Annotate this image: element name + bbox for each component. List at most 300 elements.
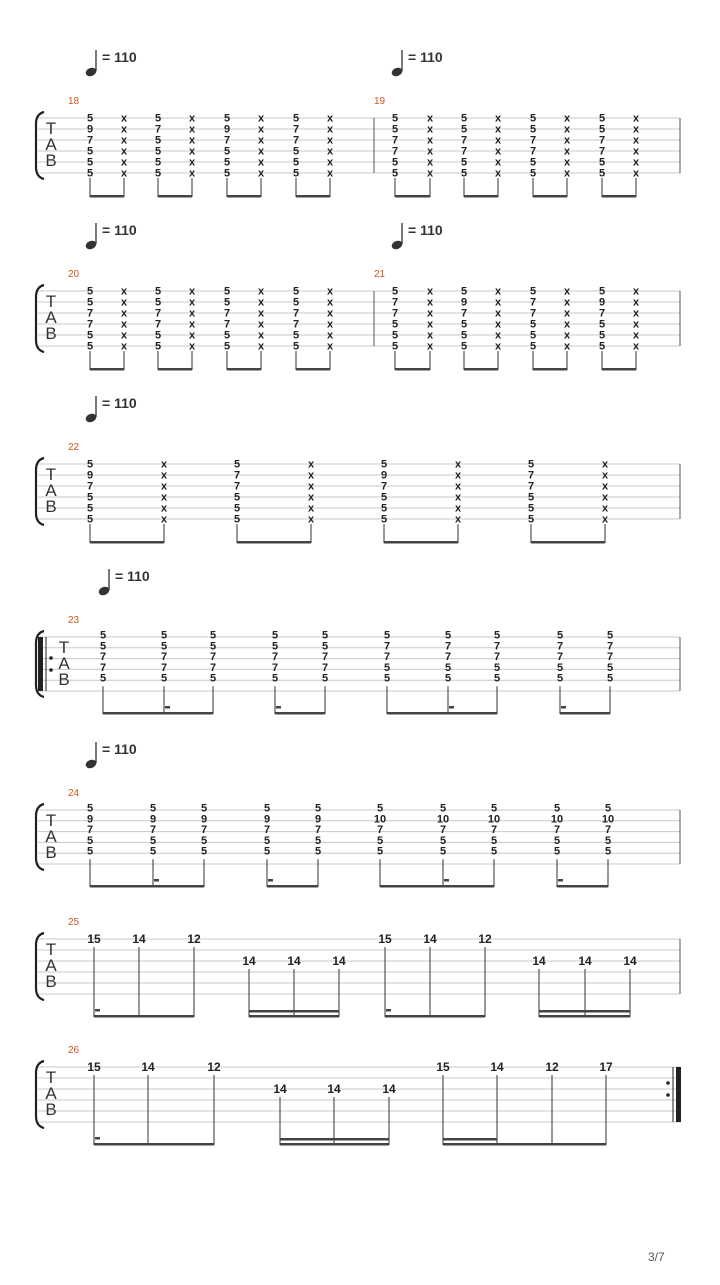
fret-number: 7: [292, 307, 300, 320]
tempo-marking: [97, 568, 149, 597]
fret-number: 5: [439, 845, 447, 858]
fret-number: 5: [556, 629, 564, 642]
dead-note: x: [188, 145, 196, 158]
fret-number: 5: [233, 513, 241, 526]
tab-clef-letter: T: [45, 1068, 57, 1087]
dead-note: x: [307, 502, 315, 515]
fret-number: 5: [263, 845, 271, 858]
fret-number: 5: [99, 640, 107, 653]
beam: [602, 368, 636, 371]
beam: [158, 195, 192, 198]
repeat-dot: [666, 1093, 670, 1097]
beam: [158, 368, 192, 371]
dead-note: x: [160, 480, 168, 493]
fret-number: 5: [380, 502, 388, 515]
dead-note: x: [120, 123, 128, 136]
tempo-marking: [84, 741, 136, 770]
fret-number: 5: [527, 458, 535, 471]
tab-clef-letter: A: [45, 956, 57, 975]
beam: [539, 1015, 630, 1018]
fret-number: 9: [460, 296, 468, 309]
fret-number: 5: [99, 629, 107, 642]
fret-number: 5: [529, 340, 537, 353]
dead-note: x: [494, 167, 502, 180]
dead-note: x: [426, 145, 434, 158]
fret-number: 9: [86, 813, 94, 826]
fret-number: 7: [460, 145, 468, 158]
dead-note: x: [632, 145, 640, 158]
system-bracket: [36, 933, 44, 1000]
beam: [464, 195, 498, 198]
fret-number: 5: [154, 296, 162, 309]
dead-note: x: [426, 285, 434, 298]
dead-note: x: [494, 134, 502, 147]
fret-number: 5: [604, 802, 612, 815]
beam: [443, 1143, 497, 1146]
fret-number: 5: [223, 296, 231, 309]
fret-number: 5: [527, 502, 535, 515]
fret-number: 7: [292, 123, 300, 136]
dot: [95, 1009, 100, 1012]
tempo-marking: [84, 395, 136, 424]
fret-number: 5: [556, 672, 564, 685]
fret-number: 7: [233, 469, 241, 482]
dead-note: x: [120, 296, 128, 309]
fret-number: 7: [383, 640, 391, 653]
fret-number: 5: [529, 285, 537, 298]
dead-note: x: [563, 112, 571, 125]
measure-number: 21: [374, 269, 386, 280]
beam: [94, 1015, 194, 1018]
dead-note: x: [160, 502, 168, 515]
repeat-dot: [666, 1081, 670, 1085]
fret-number: 5: [154, 112, 162, 125]
beam: [557, 885, 608, 888]
dead-note: x: [426, 340, 434, 353]
dead-note: x: [454, 502, 462, 515]
tab-clef-letter: T: [45, 811, 57, 830]
tab-clef-letter: A: [45, 481, 57, 500]
fret-number: 5: [383, 661, 391, 674]
tempo-value: = 110: [102, 49, 137, 65]
fret-number: 5: [86, 458, 94, 471]
tab-clef-letter: T: [45, 292, 57, 311]
dead-note: x: [188, 112, 196, 125]
fret-number: 14: [273, 1082, 287, 1096]
fret-number: 5: [529, 156, 537, 169]
dead-note: x: [426, 329, 434, 342]
dead-note: x: [632, 318, 640, 331]
fret-number: 5: [86, 329, 94, 342]
measure-number: 22: [68, 442, 80, 453]
dead-note: x: [494, 318, 502, 331]
dot: [268, 879, 273, 882]
measure-number: 24: [68, 788, 80, 799]
dead-note: x: [188, 340, 196, 353]
fret-number: 5: [391, 156, 399, 169]
fret-number: 7: [529, 145, 537, 158]
dead-note: x: [160, 491, 168, 504]
dead-note: x: [563, 307, 571, 320]
measure-number: 23: [68, 615, 80, 626]
fret-number: 5: [149, 834, 157, 847]
dead-note: x: [601, 458, 609, 471]
fret-number: 15: [378, 932, 392, 946]
fret-number: 5: [154, 156, 162, 169]
fret-number: 7: [598, 145, 606, 158]
dead-note: x: [257, 112, 265, 125]
dead-note: x: [563, 340, 571, 353]
fret-number: 5: [598, 285, 606, 298]
fret-number: 14: [287, 954, 301, 968]
dead-note: x: [426, 156, 434, 169]
fret-number: 5: [606, 672, 614, 685]
beam: [380, 885, 494, 888]
dead-note: x: [426, 318, 434, 331]
dead-note: x: [426, 307, 434, 320]
fret-number: 5: [444, 629, 452, 642]
fret-number: 7: [598, 134, 606, 147]
dead-note: x: [601, 480, 609, 493]
fret-number: 5: [553, 802, 561, 815]
fret-number: 5: [391, 112, 399, 125]
fret-number: 9: [86, 469, 94, 482]
fret-number: 5: [292, 145, 300, 158]
fret-number: 5: [460, 318, 468, 331]
fret-number: 14: [578, 954, 592, 968]
fret-number: 14: [490, 1060, 504, 1074]
tempo-value: = 110: [408, 222, 443, 238]
fret-number: 7: [86, 134, 94, 147]
repeat-dot: [49, 656, 53, 660]
fret-number: 5: [154, 285, 162, 298]
fret-number: 5: [529, 112, 537, 125]
fret-number: 7: [314, 824, 322, 837]
fret-number: 7: [493, 640, 501, 653]
fret-number: 7: [529, 307, 537, 320]
fret-number: 12: [187, 932, 201, 946]
fret-number: 5: [271, 640, 279, 653]
beam: [90, 885, 204, 888]
dead-note: x: [563, 123, 571, 136]
fret-number: 5: [292, 112, 300, 125]
dead-note: x: [326, 167, 334, 180]
fret-number: 14: [332, 954, 346, 968]
fret-number: 7: [556, 640, 564, 653]
fret-number: 7: [490, 824, 498, 837]
fret-number: 9: [149, 813, 157, 826]
fret-number: 5: [209, 629, 217, 642]
fret-number: 7: [553, 824, 561, 837]
fret-number: 10: [487, 813, 501, 826]
fret-number: 5: [391, 318, 399, 331]
fret-number: 5: [223, 329, 231, 342]
dot: [449, 706, 454, 709]
dead-note: x: [257, 156, 265, 169]
dead-note: x: [326, 156, 334, 169]
dead-note: x: [632, 156, 640, 169]
fret-number: 7: [154, 318, 162, 331]
fret-number: 5: [556, 661, 564, 674]
dead-note: x: [307, 458, 315, 471]
beam: [275, 712, 325, 715]
dead-note: x: [632, 134, 640, 147]
fret-number: 5: [223, 145, 231, 158]
fret-number: 7: [606, 640, 614, 653]
fret-number: 5: [160, 640, 168, 653]
dead-note: x: [426, 296, 434, 309]
fret-number: 7: [376, 824, 384, 837]
beam: [227, 368, 261, 371]
fret-number: 7: [149, 824, 157, 837]
beam: [237, 541, 311, 544]
tempo-marking: [84, 222, 136, 251]
dead-note: x: [326, 307, 334, 320]
fret-number: 7: [460, 307, 468, 320]
tab-clef-letter: T: [45, 119, 57, 138]
fret-number: 7: [154, 123, 162, 136]
beam: [90, 541, 164, 544]
tab-clef-letter: A: [45, 308, 57, 327]
beam: [90, 195, 124, 198]
fret-number: 7: [160, 651, 168, 664]
fret-number: 10: [601, 813, 615, 826]
fret-number: 14: [132, 932, 146, 946]
dead-note: x: [494, 123, 502, 136]
fret-number: 7: [86, 480, 94, 493]
dead-note: x: [632, 123, 640, 136]
dead-note: x: [494, 156, 502, 169]
fret-number: 9: [200, 813, 208, 826]
dead-note: x: [632, 340, 640, 353]
tempo-marking: [390, 49, 442, 78]
dot: [154, 879, 159, 882]
fret-number: 5: [527, 491, 535, 504]
fret-number: 7: [86, 824, 94, 837]
fret-number: 5: [553, 834, 561, 847]
dead-note: x: [188, 296, 196, 309]
fret-number: 5: [493, 629, 501, 642]
tab-clef-letter: T: [45, 940, 57, 959]
fret-number: 5: [598, 123, 606, 136]
fret-number: 7: [209, 661, 217, 674]
fret-number: 9: [86, 123, 94, 136]
tab-clef-letter: A: [58, 654, 70, 673]
fret-number: 5: [606, 661, 614, 674]
tab-clef-letter: B: [58, 670, 70, 689]
beam: [497, 1143, 606, 1146]
beam: [280, 1138, 389, 1141]
beam: [227, 195, 261, 198]
tab-clef-letter: B: [45, 324, 57, 343]
fret-number: 7: [606, 651, 614, 664]
measure-number: 19: [374, 96, 386, 107]
dead-note: x: [120, 285, 128, 298]
tab-clef-letter: B: [45, 151, 57, 170]
dead-note: x: [563, 156, 571, 169]
fret-number: 5: [527, 513, 535, 526]
fret-number: 5: [154, 134, 162, 147]
fret-number: 7: [263, 824, 271, 837]
fret-number: 5: [444, 672, 452, 685]
tempo-marking: [390, 222, 442, 251]
fret-number: 7: [380, 480, 388, 493]
dead-note: x: [307, 480, 315, 493]
fret-number: 5: [460, 123, 468, 136]
dead-note: x: [257, 307, 265, 320]
dead-note: x: [426, 167, 434, 180]
beam: [280, 1143, 389, 1146]
fret-number: 14: [623, 954, 637, 968]
fret-number: 5: [439, 802, 447, 815]
fret-number: 9: [380, 469, 388, 482]
fret-number: 5: [200, 802, 208, 815]
fret-number: 7: [86, 318, 94, 331]
fret-number: 15: [87, 932, 101, 946]
fret-number: 7: [154, 307, 162, 320]
fret-number: 5: [263, 834, 271, 847]
fret-number: 10: [550, 813, 564, 826]
fret-number: 7: [527, 480, 535, 493]
dead-note: x: [601, 491, 609, 504]
fret-number: 7: [271, 661, 279, 674]
dead-note: x: [120, 307, 128, 320]
dead-note: x: [494, 307, 502, 320]
fret-number: 7: [200, 824, 208, 837]
beam: [533, 195, 567, 198]
fret-number: 5: [86, 112, 94, 125]
dead-note: x: [120, 318, 128, 331]
dead-note: x: [632, 296, 640, 309]
dead-note: x: [160, 469, 168, 482]
dead-note: x: [454, 513, 462, 526]
fret-number: 5: [292, 167, 300, 180]
fret-number: 5: [391, 285, 399, 298]
fret-number: 7: [321, 661, 329, 674]
fret-number: 5: [154, 145, 162, 158]
fret-number: 7: [271, 651, 279, 664]
dead-note: x: [326, 285, 334, 298]
dead-note: x: [120, 134, 128, 147]
fret-number: 5: [376, 834, 384, 847]
dead-note: x: [188, 329, 196, 342]
dead-note: x: [426, 123, 434, 136]
fret-number: 5: [292, 156, 300, 169]
fret-number: 7: [527, 469, 535, 482]
fret-number: 12: [545, 1060, 559, 1074]
dead-note: x: [426, 134, 434, 147]
dead-note: x: [188, 307, 196, 320]
dot: [561, 706, 566, 709]
beam: [296, 195, 330, 198]
dead-note: x: [494, 329, 502, 342]
fret-number: 17: [599, 1060, 613, 1074]
fret-number: 7: [223, 307, 231, 320]
fret-number: 12: [478, 932, 492, 946]
fret-number: 5: [86, 340, 94, 353]
fret-number: 5: [391, 123, 399, 136]
fret-number: 7: [444, 640, 452, 653]
fret-number: 5: [493, 672, 501, 685]
fret-number: 5: [223, 167, 231, 180]
dead-note: x: [188, 318, 196, 331]
dead-note: x: [601, 513, 609, 526]
repeat-dot: [49, 668, 53, 672]
dead-note: x: [632, 112, 640, 125]
fret-number: 5: [604, 845, 612, 858]
fret-number: 5: [460, 112, 468, 125]
dot: [444, 879, 449, 882]
fret-number: 5: [86, 296, 94, 309]
dead-note: x: [563, 285, 571, 298]
dead-note: x: [326, 329, 334, 342]
dead-note: x: [563, 329, 571, 342]
tab-clef-letter: B: [45, 843, 57, 862]
fret-number: 7: [493, 651, 501, 664]
dead-note: x: [120, 112, 128, 125]
dead-note: x: [326, 112, 334, 125]
fret-number: 5: [86, 491, 94, 504]
dead-note: x: [257, 145, 265, 158]
fret-number: 5: [233, 458, 241, 471]
fret-number: 5: [86, 834, 94, 847]
fret-number: 5: [460, 329, 468, 342]
dead-note: x: [257, 134, 265, 147]
fret-number: 5: [86, 167, 94, 180]
fret-number: 7: [99, 661, 107, 674]
fret-number: 5: [598, 112, 606, 125]
tempo-value: = 110: [102, 222, 137, 238]
fret-number: 10: [436, 813, 450, 826]
beam: [443, 1138, 497, 1141]
fret-number: 5: [321, 672, 329, 685]
system-bracket: [36, 1061, 44, 1128]
beam: [602, 195, 636, 198]
measure-number: 18: [68, 96, 80, 107]
fret-number: 5: [460, 156, 468, 169]
fret-number: 5: [376, 802, 384, 815]
fret-number: 5: [223, 285, 231, 298]
fret-number: 5: [292, 329, 300, 342]
dot: [165, 706, 170, 709]
dead-note: x: [563, 167, 571, 180]
dead-note: x: [454, 469, 462, 482]
dead-note: x: [120, 167, 128, 180]
fret-number: 5: [490, 834, 498, 847]
fret-number: 5: [529, 329, 537, 342]
dead-note: x: [160, 458, 168, 471]
fret-number: 7: [383, 651, 391, 664]
dead-note: x: [494, 296, 502, 309]
system-bracket: [36, 804, 44, 870]
fret-number: 7: [444, 651, 452, 664]
fret-number: 9: [263, 813, 271, 826]
fret-number: 9: [598, 296, 606, 309]
fret-number: 5: [233, 491, 241, 504]
fret-number: 7: [391, 296, 399, 309]
fret-number: 7: [99, 651, 107, 664]
fret-number: 5: [529, 123, 537, 136]
fret-number: 5: [314, 802, 322, 815]
dead-note: x: [120, 156, 128, 169]
dead-note: x: [563, 296, 571, 309]
fret-number: 5: [154, 329, 162, 342]
dot: [276, 706, 281, 709]
dead-note: x: [494, 285, 502, 298]
dead-note: x: [307, 469, 315, 482]
fret-number: 5: [223, 156, 231, 169]
dead-note: x: [257, 167, 265, 180]
